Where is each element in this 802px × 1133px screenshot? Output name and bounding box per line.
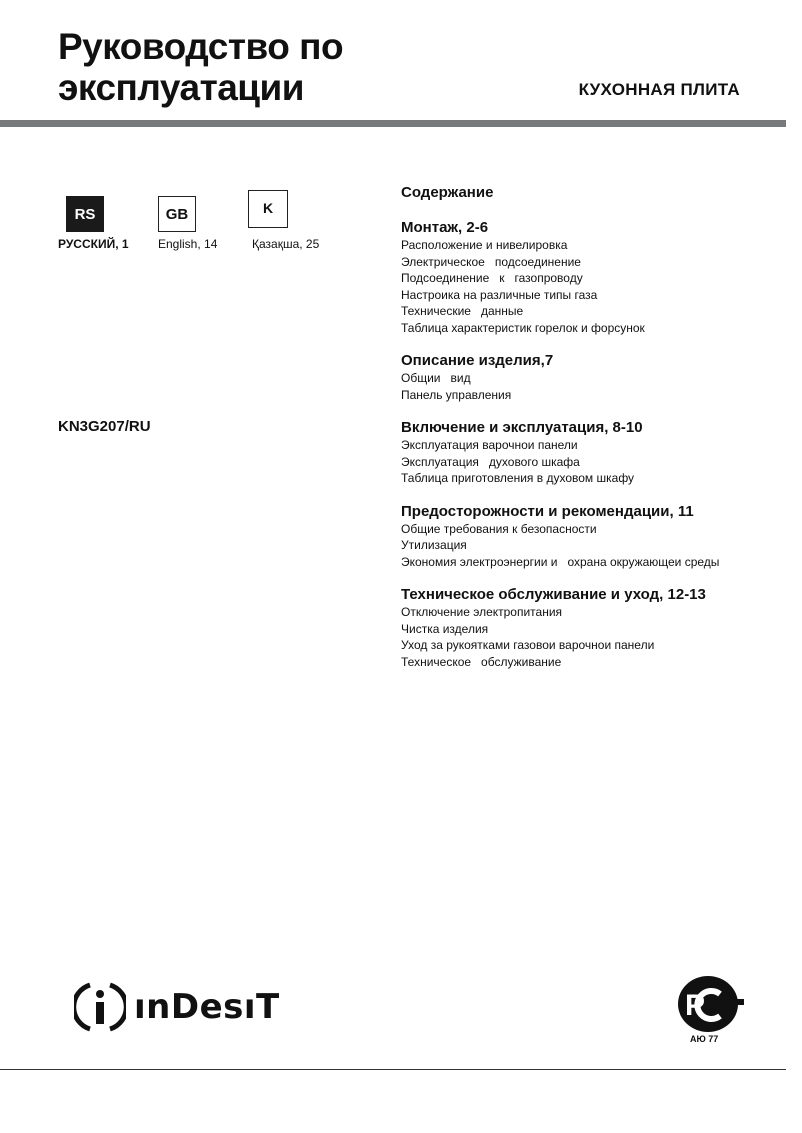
toc-item: Эксплуатация варочнои панели [401, 438, 578, 452]
toc-section-operation [401, 419, 786, 487]
toc-item: Общие требования к безопасности [401, 521, 597, 536]
page-title [58, 26, 343, 108]
indesit-i-icon [74, 981, 126, 1033]
toc-item: Утилизация [401, 538, 467, 552]
title-line-2: эксплуатации [58, 67, 305, 108]
lang-badge-rs: RS [66, 196, 104, 232]
toc-item: Техническое обслуживание [401, 654, 562, 669]
toc-heading: Предосторожности и рекомендации, 11 [401, 502, 694, 520]
toc-heading: Описание изделия,7 [401, 352, 554, 369]
title-line-1: Руководство по [58, 26, 344, 67]
toc-item: Таблица характеристик горелок и форсунок [401, 320, 645, 335]
toc-item: Подсоединение к газопроводу [401, 271, 583, 285]
toc-section-precautions [401, 503, 786, 571]
model-number: KN3G207/RU [58, 418, 151, 435]
toc-section-installation [401, 219, 786, 336]
certification-code: АЮ 77 [690, 1034, 719, 1044]
toc-title: Содержание [401, 184, 494, 201]
toc-heading: Техническое обслуживание и уход, 12-13 [401, 586, 706, 603]
header-divider [0, 120, 786, 127]
brand-name: ınDesıT [134, 987, 280, 1027]
toc-item: Уход за рукоятками газовои варочнои панели [401, 638, 655, 652]
toc-item: Экономия электроэнергии и охрана окружающеи среды [401, 554, 720, 569]
toc-item: Эксплуатация духового шкафа [401, 454, 580, 469]
lang-badge-gb: GB [158, 196, 196, 232]
toc-item: Общии вид [401, 371, 471, 385]
footer-divider [0, 1069, 786, 1070]
toc-item: Электрическое подсоединение [401, 254, 581, 269]
toc-heading: Монтаж, 2-6 [401, 219, 489, 236]
table-of-contents [401, 184, 786, 686]
toc-item: Чистка изделия [401, 621, 489, 636]
toc-item: Расположение и нивелировка [401, 238, 568, 252]
product-type: КУХОННАЯ ПЛИТА [578, 80, 740, 99]
toc-section-maintenance [401, 586, 786, 670]
toc-item: Технические данные [401, 304, 524, 318]
svg-text:Р: Р [685, 989, 706, 1022]
indesit-logo [74, 981, 280, 1033]
toc-item: Панель управления [401, 387, 512, 402]
toc-heading: Включение и эксплуатация, 8-10 [401, 419, 643, 436]
lang-label-russian: РУССКИЙ, 1 [58, 237, 129, 251]
toc-item: Отключение электропитания [401, 605, 563, 619]
toc-item: Настроика на различные типы газа [401, 287, 598, 302]
lang-label-english: English, 14 [158, 237, 218, 251]
lang-badge-k: K [248, 190, 288, 228]
toc-item: Таблица приготовления в духовом шкафу [401, 471, 635, 485]
lang-label-kazakh: Қазақша, 25 [252, 237, 320, 251]
toc-section-description [401, 352, 786, 403]
